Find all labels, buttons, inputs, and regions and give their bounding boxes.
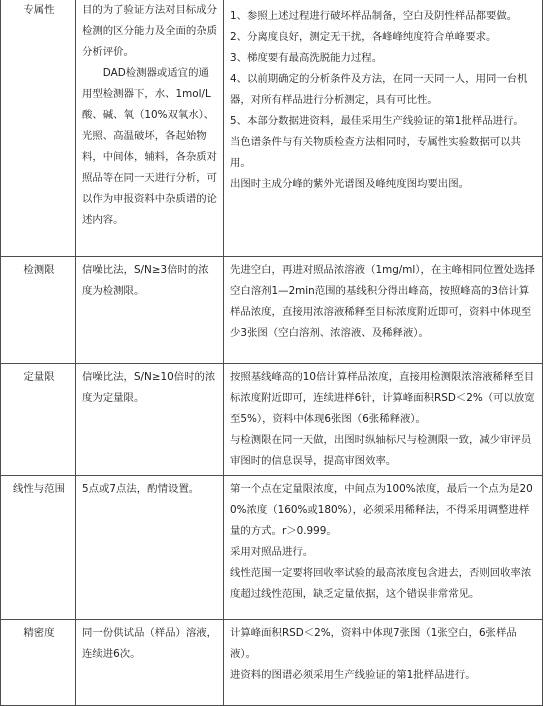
table-row	[1, 620, 543, 706]
note-text: 先进空白，再进对照品浓溶液（1mg/ml），在主峰相同位置处选择空白溶剂1—2min范围的基线积分得出峰高，按照峰高的3倍计算样品浓度，直接用浓溶液稀释至目标浓度附近即可，资料中体现至少3张图（空白溶剂、浓溶液、及稀释液）。	[230, 264, 535, 339]
row-label: 线性与范围	[1, 476, 76, 620]
note-text: 按照基线峰高的10倍计算样品浓度，直接用检测限浓溶液稀释至目标浓度附近即可，连续进样6针，计算峰面积RSD＜2%（可以放宽至5%），资料中体现6张图（6张稀释液）。	[230, 371, 535, 425]
note-text: 计算峰面积RSD＜2%，资料中体现7张图（1张空白，6张样品液）。	[230, 627, 517, 660]
notes-cell	[224, 364, 543, 476]
method-cell	[76, 0, 224, 257]
method-cell	[76, 476, 224, 620]
method-cell	[76, 257, 224, 364]
row-label: 定量限	[1, 364, 76, 476]
notes-cell	[224, 257, 543, 364]
table-row	[1, 257, 543, 364]
method-text: 5点或7点法，酌情设置。	[82, 483, 200, 495]
row-label: 精密度	[1, 620, 76, 706]
note-text: 进资料的图谱必须采用生产线验证的第1批样品进行。	[230, 669, 476, 681]
note-text: 3、梯度要有最高洗脱能力过程。	[230, 52, 383, 64]
note-text: 与检测限在同一天做，出图时纵轴标尺与检测限一致，减少审评员审图时的信息误导，提高审图效率。	[230, 434, 532, 467]
note-text: 4、以前期确定的分析条件及方法，在同一天同一人，用同一台机器，对所有样品进行分析测定，具有可比性。	[230, 73, 528, 106]
method-text: 同一份供试品（样品）溶液，连续进6次。	[82, 627, 218, 660]
table-row	[1, 476, 543, 620]
notes-cell	[224, 620, 543, 706]
row-label: 专属性	[1, 0, 76, 257]
method-text: DAD检测器或适宜的通用型检测器下，水、1mol/L酸、碱、氧（10%双氧水）、光照、高温破坏，各起始物料，中间体，辅料，各杂质对照品等在同一天进行分析，可以作为申报资料中杂质谱的论述内容。	[82, 67, 218, 226]
note-text: 5、本部分数据进资料，最佳采用生产线验证的第1批样品进行。	[230, 115, 524, 127]
table-row	[1, 0, 543, 257]
table-row	[1, 364, 543, 476]
note-text: 当色谱条件与有关物质检查方法相同时，专属性实验数据可以共用。	[230, 136, 521, 169]
row-label: 检测限	[1, 257, 76, 364]
method-cell	[76, 620, 224, 706]
notes-cell	[224, 0, 543, 257]
method-text: 目的为了验证方法对目标成分检测的区分能力及全面的杂质分析评价。	[82, 4, 218, 58]
method-text: 信噪比法，S/N≥3倍时的浓度为检测限。	[82, 264, 209, 297]
method-cell	[76, 364, 224, 476]
notes-cell	[224, 476, 543, 620]
note-text: 第一个点在定量限浓度，中间点为100%浓度，最后一个点为是200%浓度（160%或180%），必须采用稀释法，不得采用调整进样量的方式。r＞0.999。	[230, 483, 533, 537]
note-text: 出图时主成分峰的紫外光谱图及峰纯度图均要出图。	[230, 178, 469, 190]
note-text: 2、分离度良好，测定无干扰，各峰峰纯度符合单峰要求。	[230, 31, 497, 43]
note-text: 1、参照上述过程进行破坏样品制备，空白及阴性样品都要做。	[230, 10, 518, 22]
note-text: 线性范围一定要将回收率试验的最高浓度包含进去，否则回收率浓度超过线性范围，缺乏定量依据，这个错误非常常见。	[230, 567, 532, 600]
method-text: 信噪比法，S/N≥10倍时的浓度为定量限。	[82, 371, 216, 404]
note-text: 采用对照品进行。	[230, 546, 314, 558]
